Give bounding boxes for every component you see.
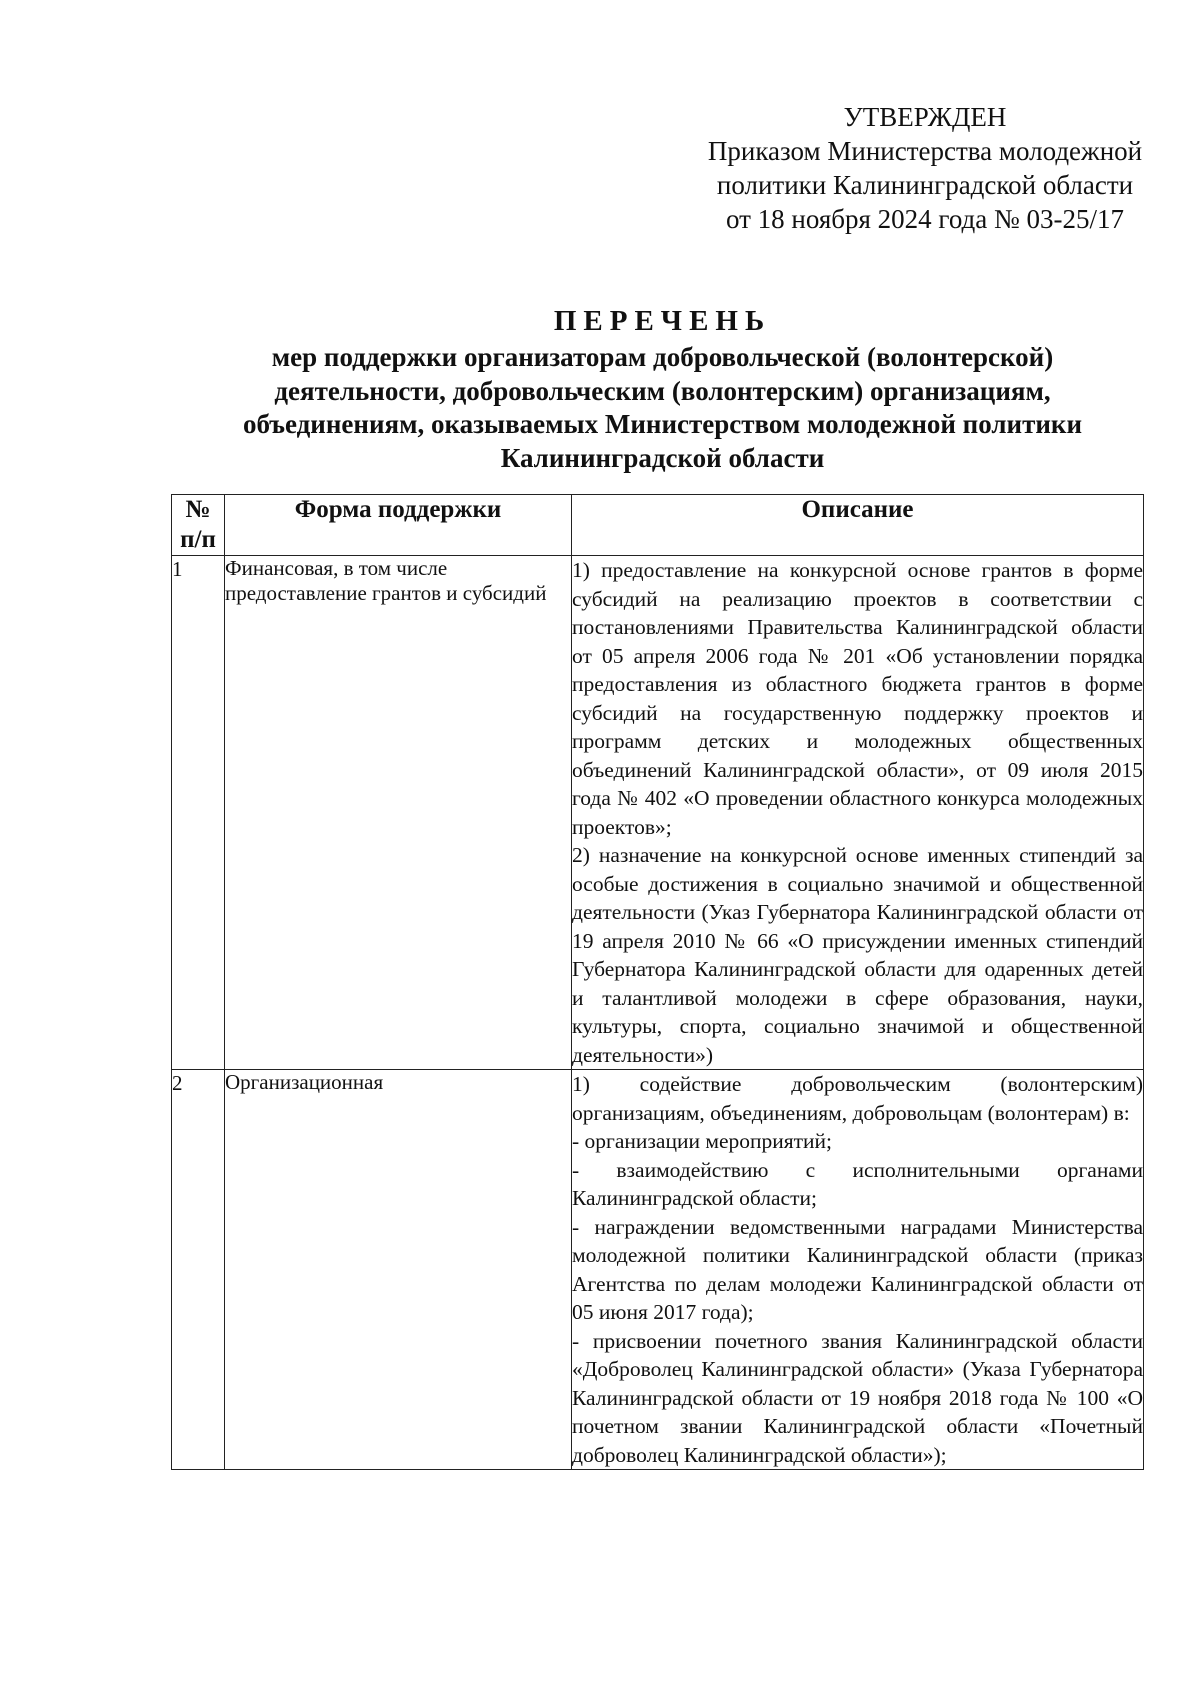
- approval-line: политики Калининградской области: [716, 170, 1134, 200]
- header-number: [172, 495, 225, 556]
- support-description: [572, 556, 1144, 1070]
- header-form: Форма поддержки: [225, 495, 572, 556]
- description-item: - организации мероприятий;: [572, 1129, 833, 1153]
- subtitle-line: мер поддержки организаторам добровольческой (волонтерской): [271, 342, 1054, 372]
- support-form: Организационная: [225, 1070, 572, 1470]
- subtitle-line: объединениям, оказываемых Министерством молодежной политики: [242, 409, 1083, 439]
- description-item: 1) предоставление на конкурсной основе грантов в форме субсидий на реализацию проектов в соответствии с постановлениями Правительства Калининградской области от 05 апреля 2006 года № 201 «Об установлении порядка предоставления из областного бюджета грантов в форме субсидий на государственную поддержку проектов и программ детских и молодежных общественных объединений Калининградской области», от 09 июля 2015 года № 402 «О проведении областного конкурса молодежных проектов»;: [572, 558, 1143, 839]
- subtitle-line: деятельности, добровольческим (волонтерским) организациям,: [274, 375, 1051, 406]
- support-form: Финансовая, в том числе предоставление грантов и субсидий: [225, 556, 572, 1070]
- description-item: - взаимодействию с исполнительными органами Калининградской области;: [572, 1157, 1143, 1210]
- table-row: [172, 556, 1144, 1070]
- row-number: 1: [172, 556, 225, 1070]
- description-item: - присвоении почетного звания Калининградской области «Доброволец Калининградской области» (Указа Губернатора Калининградской области от 19 ноября 2018 года № 100 «О почетном звании Калининградской области «Почетный доброволец Калининградской области»);: [572, 1328, 1143, 1467]
- approval-line: от 18 ноября 2024 года № 03-25/17: [725, 204, 1125, 234]
- approval-stamp: [690, 100, 1160, 236]
- table-header-row: [172, 495, 1144, 556]
- description-item: 1) содействие добровольческим (волонтерским) организациям, объединениям, добровольцам (волонтерам) в:: [572, 1072, 1143, 1125]
- description-item: 2) назначение на конкурсной основе именных стипендий за особые достижения в социально значимой и общественной деятельности (Указ Губернатора Калининградской области от 19 апреля 2010 № 66 «О присуждении именных стипендий Губернатора Калининградской области для одаренных детей и талантливой молодежи в сфере образования, науки, культуры, спорта, социально значимой и общественной деятельности»): [572, 843, 1143, 1067]
- document-subtitle: [150, 341, 1175, 475]
- subtitle-line: Калининградской области: [500, 442, 825, 473]
- table-row: [172, 1070, 1144, 1470]
- header-number-symbol: №: [185, 496, 211, 523]
- document-title: ПЕРЕЧЕНЬ: [553, 305, 772, 337]
- approval-line: УТВЕРЖДЕН: [843, 102, 1007, 132]
- description-item: - награждении ведомственными наградами Министерства молодежной политики Калининградской области (приказ Агентства по делам молодежи Калининградской области от 05 июня 2017 года);: [572, 1214, 1143, 1324]
- row-number: 2: [172, 1070, 225, 1470]
- support-description: [572, 1070, 1144, 1470]
- header-description: Описание: [572, 495, 1144, 556]
- document-heading: [150, 303, 1175, 475]
- header-number-abbr: п/п: [180, 526, 216, 553]
- approval-line: Приказом Министерства молодежной: [707, 136, 1143, 166]
- support-measures-table: [171, 494, 1144, 1470]
